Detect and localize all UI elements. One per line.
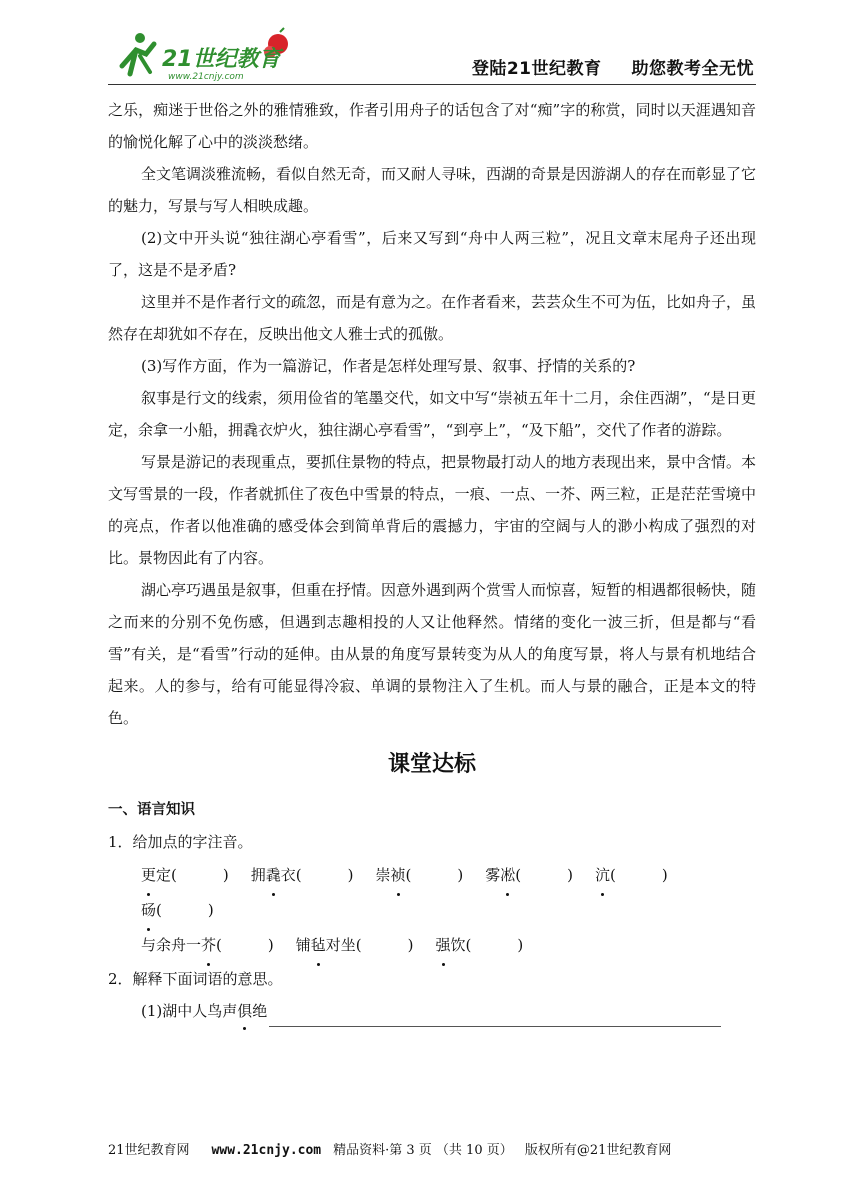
dotted-char: 砀 [141,893,156,928]
paren-close: ) [661,866,668,884]
paren-close: ) [457,866,464,884]
row1-word [595,858,668,893]
slogan-right: 助您教考全无忧 [631,59,754,79]
word-text: 定 [156,866,172,884]
dotted-char: 强 [436,928,451,963]
logo [110,26,310,82]
word-text: 雾 [485,866,501,884]
item-1-prompt: 1．给加点的字注音。 [108,833,253,851]
definition-line-1 [108,995,756,1027]
paren-open: ( [610,866,616,884]
section-title: 课堂达标 [387,752,476,777]
paren-close: ) [222,866,229,884]
dotted-char: 祯 [391,858,406,893]
definition-prompt-pre: (1)湖中人鸟声 [141,1002,238,1020]
paren-close: ) [567,866,574,884]
word-text: 铺 [295,936,311,954]
paren-close: ) [347,866,354,884]
dotted-char: 毡 [311,928,326,963]
question-2: (2)文中开头说“独往湖心亭看雪”，后来又写到“舟中人两三粒”，况且文章末尾舟子还出现了，这是不是矛盾? [108,229,756,279]
word-text: 饮 [450,936,466,954]
footer-url[interactable]: www.21cnjy.com [211,1143,322,1158]
header-slogan [472,54,754,79]
page-header [108,22,756,85]
answer-2: 这里并不是作者行文的疏忽，而是有意为之。在作者看来，芸芸众生不可为伍，比如舟子，虽然存在却犹如不存在，反映出他文人雅士式的孤傲。 [108,293,757,343]
row1-word [141,858,229,893]
dotted-char: 更 [141,858,156,893]
paren-open: ( [355,936,362,954]
paren-close: ) [207,901,214,919]
dotted-char: 俱 [237,995,252,1027]
section-heading-language: 一、语言知识 [108,802,195,818]
row1-word [141,893,214,928]
answer-3-narration: 叙事是行文的线索，须用俭省的笔墨交代，如文中写“崇祯五年十二月，余住西湖”，“是日更定，余拿一小船，拥毳衣炉火，独往湖心亭看雪”，“到亭上”，“及下船”，交代了作者的游踪。 [108,389,756,439]
dotted-char: 芥 [201,928,216,963]
logo-url: www.21cnjy.com [168,72,244,82]
pinyin-row-1 [108,858,756,928]
document-body [108,94,756,1027]
runner-icon [122,33,154,74]
paren-close: ) [267,936,274,954]
dotted-char: 毳 [266,858,281,893]
paren-open: ( [515,866,522,884]
pinyin-row-2 [108,928,756,963]
row1-word [376,858,464,893]
footer-site: 21世纪教育网 [108,1143,190,1158]
page-footer [108,1142,756,1160]
paragraph-2: 全文笔调淡雅流畅，看似自然无奇，而又耐人寻味，西湖的奇景是因游湖人的存在而彰显了它的魅力，写景与写人相映成趣。 [108,165,757,215]
row2-word [436,928,524,963]
logo-text: 21世纪教育 [162,47,281,72]
dotted-char: 沆 [595,858,610,893]
paren-open: ( [156,901,162,919]
answer-3-scenery: 写景是游记的表现重点，要抓住景物的特点，把景物最打动人的地方表现出来，景中含情。本文写雪景的一段，作者就抓住了夜色中雪景的特点，一痕、一点、一芥、两三粒，正是茫茫雪境中的亮点，作者以他准确的感受体会到简单背后的震撼力，宇宙的空阔与人的渺小构成了强烈的对比。景物因此有了内容。 [108,453,757,567]
definition-prompt-post: 绝 [252,1002,268,1020]
word-text: 衣 [280,866,296,884]
footer-page-info: 精品资料·第 3 页 （共 10 页） [333,1143,513,1158]
dotted-char: 凇 [500,858,515,893]
paren-open: ( [405,866,412,884]
item-2-prompt: 2．解释下面词语的意思。 [108,970,283,988]
answer-blank[interactable] [269,1006,721,1027]
word-text: 崇 [375,866,391,884]
row2-word [141,928,274,963]
row1-word [251,858,354,893]
paren-open: ( [465,936,472,954]
paren-open: ( [171,866,177,884]
word-text: 与余舟一 [141,936,202,954]
paren-open: ( [295,866,302,884]
paragraph-1: 之乐，痴迷于世俗之外的雅情雅致，作者引用舟子的话包含了对“痴”字的称赏，同时以天涯遇知音的愉悦化解了心中的淡淡愁绪。 [108,101,756,151]
paren-close: ) [517,936,524,954]
row1-word [485,858,573,893]
word-text: 对坐 [325,936,356,954]
row2-word [296,928,414,963]
paren-close: ) [407,936,414,954]
footer-copyright: 版权所有@21世纪教育网 [524,1143,672,1158]
slogan-left: 登陆21世纪教育 [471,59,602,79]
word-text: 拥 [250,866,266,884]
answer-3-emotion: 湖心亭巧遇虽是叙事，但重在抒情。因意外遇到两个赏雪人而惊喜，短暂的相遇都很畅快，随之而来的分别不免伤感，但遇到志趣相投的人又让他释然。情绪的变化一波三折，但是都与“看雪”有关，是“看雪”行动的延伸。由从景的角度写景转变为从人的角度写景，将人与景有机地结合起来。人的参与，给有可能显得冷寂、单调的景物注入了生机。而人与景的融合，正是本文的特色。 [108,581,757,727]
question-3: (3)写作方面，作为一篇游记，作者是怎样处理写景、叙事、抒情的关系的? [141,357,636,375]
paren-open: ( [216,936,222,954]
